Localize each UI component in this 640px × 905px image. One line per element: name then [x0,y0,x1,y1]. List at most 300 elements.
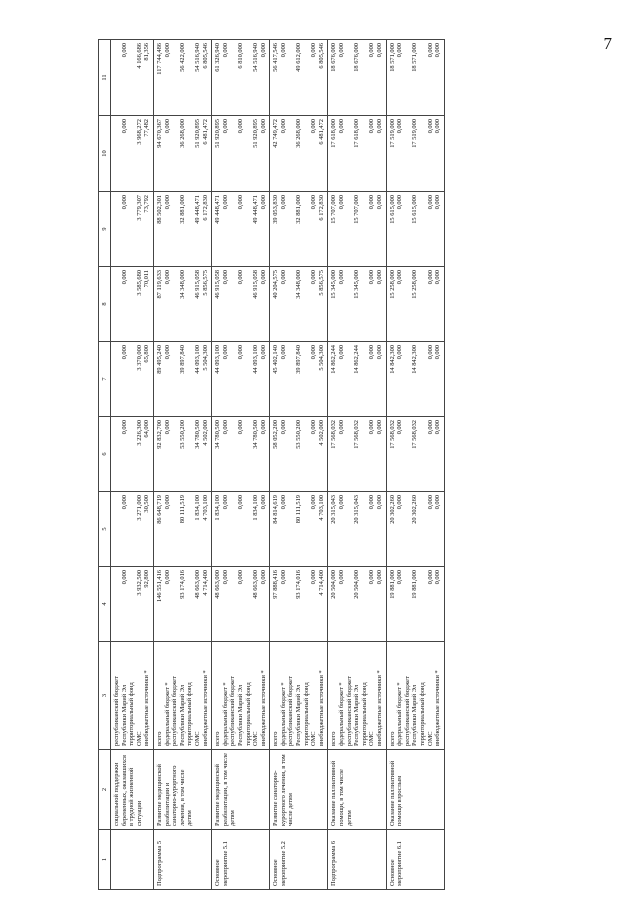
value: 0,000 [221,420,229,435]
spacer [404,195,412,263]
value: 0,000 [279,495,287,510]
spacer [171,270,179,338]
value: 48 663,000 [214,570,222,599]
spacer [128,570,136,638]
spacer [229,270,237,338]
spacer [361,270,369,338]
value-cell [212,192,270,267]
spacer [229,345,237,413]
source-line: федеральный бюджет * [163,682,171,746]
value: 0,000 [426,119,434,134]
value: 17 618,000 [353,119,361,148]
value: 44 093,100 [252,345,260,374]
value: 20 302,260 [388,495,396,524]
spacer [346,495,354,563]
value: 15 707,000 [330,195,338,224]
value: 84 814,619 [272,495,280,524]
name-text: Развитие санаторно-курортного лечения, в том числе детям [272,754,295,826]
value: 0,000 [279,270,287,285]
value: 3 370,000 [135,345,143,371]
spacer [303,570,311,638]
value: 77,482 [143,119,151,137]
value: 4 502,000 [201,420,209,446]
value: 48 663,000 [252,570,260,599]
source-line: ОМС [426,731,434,746]
value: 51 920,895 [252,119,260,148]
value: 0,000 [236,345,244,360]
value: 0,000 [338,270,346,285]
value: 14 842,300 [388,345,396,374]
value: 0,000 [426,345,434,360]
value: 14 862,244 [353,345,361,374]
spacer [186,119,194,188]
spacer [404,420,412,488]
value: 0,000 [310,345,318,360]
value: 0,000 [338,43,346,58]
value-cell [386,492,444,567]
value: 49 448,471 [214,195,222,224]
value: 0,000 [259,195,267,210]
value: 0,000 [396,195,404,210]
spacer [419,43,427,112]
spacer [361,420,369,488]
spacer [171,495,179,563]
value: 0,000 [396,43,404,58]
value: 0,000 [221,195,229,210]
spacer [245,420,253,488]
value: 20 315,043 [330,495,338,524]
spacer [171,570,179,638]
table-row [153,40,211,890]
value: 0,000 [434,420,442,435]
value-cell [386,192,444,267]
value: 45 402,140 [272,345,280,374]
value: 34 348,000 [178,270,186,299]
value: 0,000 [259,270,267,285]
value: 44 093,100 [193,345,201,374]
spacer [128,43,136,112]
source-line: Республики Марий Эл [353,684,361,746]
value: 0,000 [310,270,318,285]
value: 17 519,000 [411,119,419,148]
value: 0,000 [221,43,229,58]
value: 36 268,000 [178,119,186,148]
value: 0,000 [163,270,171,285]
value: 0,000 [259,119,267,134]
spacer [229,119,237,188]
value: 3 585,680 [135,270,143,296]
value: 0,000 [163,119,171,134]
spacer [303,119,311,188]
spacer [229,420,237,488]
spacer [346,195,354,263]
value: 4 502,000 [317,420,325,446]
value-cell [270,492,328,567]
value: 15 615,000 [411,195,419,224]
value-cell [386,567,444,642]
value: 0,000 [338,345,346,360]
value: 15 258,000 [411,270,419,299]
spacer [171,119,179,188]
value: 3 932,500 [135,570,143,596]
value: 0,000 [163,495,171,510]
value: 0,000 [376,119,383,134]
value: 0,000 [310,420,318,435]
value: 0,000 [434,270,442,285]
value: 15 345,000 [330,270,338,299]
value: 0,000 [221,570,229,585]
source-line: ОМС [135,731,143,746]
value: 0,000 [236,570,244,585]
value: 0,000 [310,570,318,585]
spacer [346,420,354,488]
value: 58 052,200 [272,420,280,449]
value: 53 550,200 [178,420,186,449]
value: 46 915,058 [252,270,260,299]
spacer [419,345,427,413]
value: 0,000 [236,119,244,134]
spacer [245,270,253,338]
spacer [186,43,194,112]
source-line: территориальный фонд [360,682,368,746]
value: 6 805,546 [201,43,209,69]
name-cell [111,750,154,830]
value: 4 703,100 [201,495,209,521]
value: 46 915,058 [193,270,201,299]
value: 0,000 [396,345,404,360]
value: 6 481,472 [317,119,325,145]
spacer [287,570,295,638]
spacer [303,495,311,563]
value: 17 618,000 [330,119,338,148]
value-cell [328,116,386,192]
value: 0,000 [434,345,442,360]
spacer [128,195,136,263]
value: 0,000 [279,195,287,210]
value-cell [111,567,154,642]
value-cell [212,492,270,567]
value: 0,000 [426,43,434,58]
spacer [128,495,136,563]
column-header: 5 [99,492,111,567]
spacer [404,270,412,338]
value: 0,000 [310,43,318,58]
name-cell [212,750,270,830]
source-line: ОМС [193,731,201,746]
column-header: 11 [99,40,111,116]
value: 0,000 [310,495,318,510]
value-cell [328,192,386,267]
value: 0,000 [426,420,434,435]
spacer [113,420,121,488]
value: 70,011 [143,270,151,288]
value: 46 915,058 [214,270,222,299]
spacer [113,119,121,188]
value: 117 744,486 [155,43,163,75]
table-row [270,40,328,890]
source-cell [328,642,386,750]
value: 1 834,100 [193,495,201,521]
value: 0,000 [279,420,287,435]
value: 0,000 [120,195,128,210]
value: 5 504,300 [317,345,325,371]
value-cell [270,40,328,116]
value: 0,000 [338,420,346,435]
spacer [419,195,427,263]
value: 0,000 [120,270,128,285]
value: 0,000 [221,345,229,360]
value: 88 502,301 [155,195,163,224]
spacer [171,43,179,112]
source-line: Республики Марий Эл [236,684,244,746]
source-line: Республики Марий Эл [411,684,419,746]
value: 0,000 [426,570,434,585]
value: 34 348,000 [295,270,303,299]
value-cell [212,567,270,642]
value: 0,000 [163,43,171,58]
value-cell [111,40,154,116]
value: 0,000 [338,495,346,510]
source-line: ОМС [310,731,318,746]
value: 0,000 [434,570,442,585]
value-cell [153,417,211,492]
spacer [229,195,237,263]
name-cell [270,750,328,830]
value: 73,792 [143,195,151,213]
value: 5 504,300 [201,345,209,371]
spacer [128,345,136,413]
value: 86 648,719 [155,495,163,524]
source-line: всего [272,731,280,746]
value: 0,000 [221,119,229,134]
spacer [113,270,121,338]
value: 6 481,472 [201,119,209,145]
value: 87 119,633 [155,270,163,299]
spacer [346,119,354,188]
value: 17 568,032 [388,420,396,449]
value: 49 448,471 [252,195,260,224]
source-line: Республики Марий Эл [120,684,128,746]
value: 0,000 [376,43,383,58]
source-line: республиканский бюджет [287,676,295,746]
source-line: ОМС [368,731,376,746]
spacer [361,345,369,413]
value: 0,000 [279,119,287,134]
source-line: ОМС [252,731,260,746]
column-header: 7 [99,342,111,417]
value: 0,000 [259,43,267,58]
value: 4 714,400 [201,570,209,596]
spacer [303,345,311,413]
value: 0,000 [376,195,383,210]
value: 0,000 [396,420,404,435]
spacer [419,270,427,338]
value-cell [212,267,270,342]
spacer [245,495,253,563]
value: 93 174,016 [295,570,303,599]
source-line: территориальный фонд [244,682,252,746]
value: 6 172,830 [317,195,325,221]
spacer [186,195,194,263]
spacer [303,270,311,338]
value: 0,000 [279,570,287,585]
program-cell [111,830,154,890]
source-line: республиканский бюджет [171,676,179,746]
budget-table [98,39,445,890]
source-line: внебюджетные источники * [376,670,383,746]
value: 20 315,043 [353,495,361,524]
value-cell [386,116,444,192]
value: 94 670,367 [155,119,163,148]
source-line: всего [155,731,163,746]
table-row [386,40,444,890]
spacer [361,119,369,188]
value: 14 842,300 [411,345,419,374]
value-cell [328,567,386,642]
value: 0,000 [434,495,442,510]
value: 18 676,000 [353,43,361,72]
spacer [171,195,179,263]
name-text: Развитие медицинской реабилитации и санаторно-курортного лечения, в том числе детям [155,764,194,826]
value-cell [270,417,328,492]
value: 30,500 [143,495,151,513]
value: 0,000 [426,270,434,285]
source-line: внебюджетные источники * [317,670,325,746]
value-cell [111,267,154,342]
value: 49 448,471 [193,195,201,224]
value: 0,000 [221,495,229,510]
spacer [229,495,237,563]
source-line: республиканский бюджет [403,676,411,746]
value: 0,000 [279,345,287,360]
value: 6 810,000 [236,43,244,69]
spacer [361,570,369,638]
spacer [346,43,354,112]
source-line: внебюджетные источники * [259,670,267,746]
spacer [346,345,354,413]
name-text: Развитие медицинской реабилитации, в том числе детям [214,753,237,826]
spacer [287,195,295,263]
value-cell [153,267,211,342]
spacer [245,570,253,638]
name-text: Оказание паллиативной помощи взрослым [388,760,404,826]
spacer [361,195,369,263]
value: 61 326,940 [214,43,222,72]
value: 19 881,000 [411,570,419,599]
spacer [404,345,412,413]
value: 34 780,500 [193,420,201,449]
source-line: территориальный фонд [418,682,426,746]
spacer [404,570,412,638]
value: 3 968,272 [135,119,143,145]
spacer [287,270,295,338]
value: 80 111,519 [295,495,303,524]
value: 0,000 [236,495,244,510]
value-cell [111,342,154,417]
value: 0,000 [368,570,376,585]
value-cell [386,40,444,116]
value: 0,000 [426,495,434,510]
value: 0,000 [376,270,383,285]
value-cell [328,342,386,417]
value-cell [212,342,270,417]
spacer [404,43,412,112]
spacer [419,495,427,563]
spacer [113,195,121,263]
spacer [419,570,427,638]
value: 0,000 [368,270,376,285]
spacer [186,570,194,638]
value: 42 749,472 [272,119,280,148]
value: 36 268,000 [295,119,303,148]
value: 0,000 [338,119,346,134]
value: 0,000 [396,570,404,585]
spacer [245,345,253,413]
spacer [303,420,311,488]
value: 89 495,240 [155,345,163,374]
value: 40 204,575 [272,270,280,299]
column-header: 1 [99,830,111,890]
value-cell [270,342,328,417]
value: 80 111,519 [178,495,186,524]
value: 6 172,830 [201,195,209,221]
value: 5 856,575 [201,270,209,296]
value: 0,000 [259,345,267,360]
source-line: всего [214,731,222,746]
spacer [361,495,369,563]
value: 92 832,700 [155,420,163,449]
spacer [186,345,194,413]
value: 0,000 [163,195,171,210]
value: 0,000 [368,195,376,210]
value: 17 568,032 [330,420,338,449]
value: 0,000 [310,119,318,134]
value-cell [270,116,328,192]
source-line: федеральный бюджет * [338,682,346,746]
value: 0,000 [236,270,244,285]
spacer [245,43,253,112]
spacer [419,119,427,188]
value: 146 551,416 [155,570,163,602]
value: 14 862,244 [330,345,338,374]
value: 20 302,260 [411,495,419,524]
column-header: 4 [99,567,111,642]
value-cell [153,342,211,417]
source-line: территориальный фонд [186,682,194,746]
column-header: 6 [99,417,111,492]
source-line: федеральный бюджет * [221,682,229,746]
source-line: территориальный фонд [128,682,136,746]
value: 0,000 [163,345,171,360]
value: 0,000 [368,345,376,360]
value: 54 516,940 [252,43,260,72]
value: 0,000 [120,570,128,585]
column-header: 8 [99,267,111,342]
value: 0,000 [434,43,442,58]
value: 0,000 [279,43,287,58]
value: 48 663,000 [193,570,201,599]
value-cell [111,417,154,492]
value-cell [328,417,386,492]
value: 0,000 [426,195,434,210]
value: 32 881,000 [295,195,303,224]
value: 39 897,840 [178,345,186,374]
value: 0,000 [163,420,171,435]
value-cell [212,417,270,492]
value: 0,000 [396,270,404,285]
value-cell [111,492,154,567]
spacer [287,345,295,413]
